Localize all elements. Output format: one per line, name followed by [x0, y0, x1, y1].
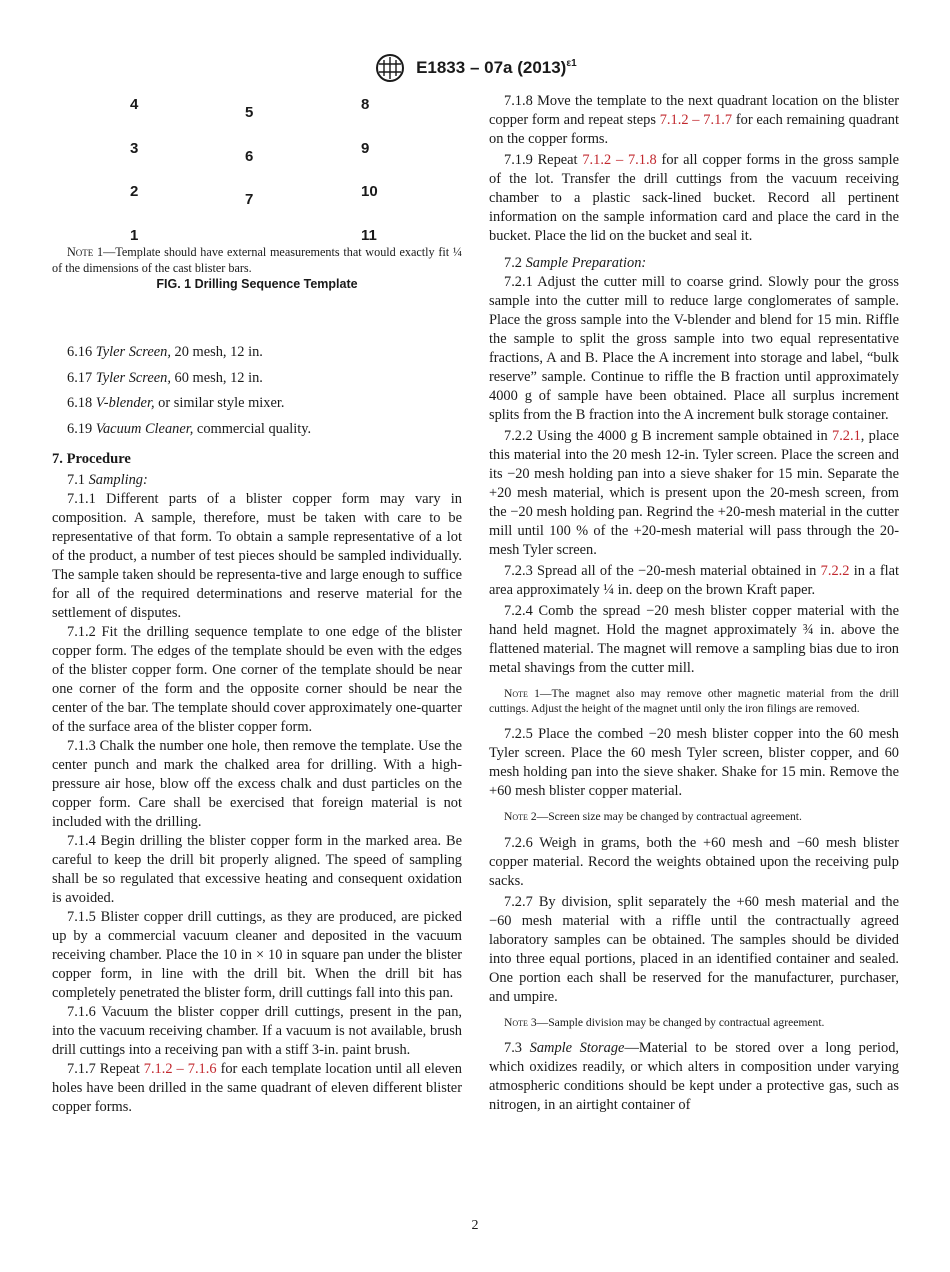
subsection-heading: 7.2 Sample Preparation: — [504, 255, 647, 271]
cross-reference-link[interactable]: 7.1.2 – 7.1.8 — [582, 152, 657, 168]
paragraph-7-1-4: 7.1.4 Begin drilling the blister copper form in the marked area. Be careful to keep the drill bit properly aligned. The speed of sampling shall be so regulated that excessive heating and consequent oxidation is avoided. — [52, 832, 462, 906]
hole-number: 8 — [361, 96, 370, 113]
paragraph-7-1-2: 7.1.2 Fit the drilling sequence template to one edge of the blister copper form. The edges of the template should be even with the edges of the blister copper form. One corner of the template should be near one corner of the form and the opposite corner should be near the center of the bar. The template should cover approximately one-quarter of the surface area of the blister copper form. — [52, 623, 462, 735]
standard-designation: E1833 – 07a (2013) — [416, 58, 567, 77]
hole-number: 7 — [245, 191, 254, 208]
paragraph-7-1-6: 7.1.6 Vacuum the blister copper drill cuttings, present in the pan, into the vacuum receiving chamber. If a vacuum is not available, brush drill cuttings into a receiving pan with a stiff 3-in. paint brush. — [52, 1003, 462, 1058]
cross-reference-link[interactable]: 7.2.2 — [820, 563, 850, 579]
astm-logo-icon — [373, 53, 407, 83]
note-1: Note 1—The magnet also may remove other magnetic material from the drill cuttings. Adjust the height of the magnet until only the iron filings are removed. — [489, 687, 899, 715]
paragraph-7-1-3: 7.1.3 Chalk the number one hole, then remove the template. Use the center punch and mark the chalked area for drilling. With a high-pressure air hose, blow off the excess chalk and dust particles on the copper form. Care shall be exercised that foreign material is not included with the drilling. — [52, 737, 462, 830]
hole-number: 6 — [245, 148, 254, 165]
hole-number: 5 — [245, 104, 254, 121]
equipment-list — [52, 343, 462, 439]
paragraph-7-2-6: 7.2.6 Weigh in grams, both the +60 mesh and −60 mesh blister copper material. Record the weights obtained upon the receiving pulp sacks. — [489, 834, 899, 889]
hole-number: 9 — [361, 140, 370, 157]
note-2: Note 2—Screen size may be changed by contractual agreement. — [504, 810, 802, 823]
note-3: Note 3—Sample division may be changed by contractual agreement. — [504, 1015, 825, 1029]
paragraph-7-2-2: 7.2.2 Using the 4000 g B increment sample obtained in 7.2.1, place this material into the 20 mesh 12-in. Tyler screen. Place the screen and its −20 mesh holding pan into a sieve shaker for 15 min. Separate the +20 mesh material, which is present upon the 20-mesh screen, from the −20 mesh holding pan. Regrind the +20-mesh material in the cutter mill until 100 % of the +20-mesh material will pass through the 20-mesh Tyler screen. — [489, 428, 899, 558]
drilling-template-figure — [52, 92, 462, 277]
subsection-heading: 7.1 Sampling: — [67, 471, 148, 488]
right-column — [489, 92, 899, 1115]
cross-reference-link[interactable]: 7.1.2 – 7.1.7 — [659, 112, 733, 128]
paragraph-7-1-1: 7.1.1 Different parts of a blister copper form may vary in composition. A sample, therefore, must be taken with care to be representative of that form. To obtain a sample representative of a lot of the product, a number of test pieces should be sampled individually. The sample taken should be representa-tive and large enough to suffice for all of the required determinations and reserve material for the settlement of disputes. — [52, 490, 462, 621]
section-heading: 7. Procedure — [52, 450, 131, 467]
paragraph-7-2-3: 7.2.3 Spread all of the −20-mesh material obtained in 7.2.2 in a flat area approximately ¼ in. deep on the brown Kraft paper. — [489, 563, 899, 598]
paragraph-7-3: 7.3 Sample Storage—Material to be stored over a long period, which oxidizes readily, or which alters in composition under varying atmospheric conditions should be kept under a protective gas, such as nitrogen, in an airtight container of — [489, 1040, 899, 1113]
paragraph-7-2-5: 7.2.5 Place the combed −20 mesh blister copper into the 60 mesh Tyler screen. Place the 60 mesh Tyler screen, blister copper, and 60 mesh holding pan into the sieve shaker. Shake for 15 min. Remove the +60 mesh blister copper material. — [489, 726, 899, 799]
note-text: 1—Template should have external measurements that would exactly fit ¼ of the dimensions of the cast blister bars. — [52, 245, 462, 275]
figure-caption: FIG. 1 Drilling Sequence Template — [156, 277, 358, 291]
hole-number: 4 — [130, 96, 139, 113]
cross-reference-link[interactable]: 7.1.2 – 7.1.6 — [143, 1060, 217, 1077]
hole-number: 2 — [130, 183, 139, 200]
paragraph-7-2-4: 7.2.4 Comb the spread −20 mesh blister copper material with the hand held magnet. Hold the magnet approximately ¾ in. above the flattened material. The magnet will remove a sampling bias due to iron metal shavings from the cutter mill. — [489, 603, 899, 676]
hole-number: 11 — [361, 227, 377, 244]
paragraph-7-1-7: 7.1.7 Repeat 7.1.2 – 7.1.6 for each template location until all eleven holes have been drilled in the same quadrant of eleven different blister copper forms. — [52, 1060, 463, 1115]
equipment-item: 6.19 Vacuum Cleaner, commercial quality. — [67, 420, 312, 437]
note-label: Note — [67, 245, 94, 259]
epsilon-mark: ε1 — [566, 57, 577, 69]
paragraph-7-2-1: 7.2.1 Adjust the cutter mill to coarse grind. Slowly pour the gross sample into the cutter mill to reduce large conglomerates of sample. Place the gross sample into the V-blender and blend for 15 min. Riffle the sample to split the gross sample into two equal representative fractions, A and B. Place the A increment into storage and label, “bulk reserve” sample. Continue to riffle the B fraction until approximately 4000 g of sample have been obtained. Place all surplus increment splits from the B fraction into the A increment bulk storage container. — [489, 274, 899, 423]
page-number: 2 — [471, 1218, 479, 1233]
hole-number: 1 — [130, 227, 139, 244]
equipment-item: 6.18 V-blender, or similar style mixer. — [67, 395, 285, 411]
paragraph-7-2-7: 7.2.7 By division, split separately the +60 mesh material and the −60 mesh material with a riffle until the contractually agreed laboratory samples can be obtained. The samples should be divided into three equal portions, placed in an identified container and sealed. One portion each shall be reserved for the manufacturer, purchaser, and umpire. — [489, 893, 899, 1005]
paragraph-7-1-5: 7.1.5 Blister copper drill cuttings, as they are produced, are picked up by a commercial vacuum cleaner and deposited in the vacuum receiving chamber. Place the 10 in × 10 in square pan under the blister copper form, in line with the drill bit. When the drill bit has completely penetrated the blister form, drill cuttings fall into this pan. — [52, 908, 462, 1001]
paragraph-7-1-8: 7.1.8 Move the template to the next quadrant location on the blister copper form and repeat steps 7.1.2 – 7.1.7 for each remaining quadrant on the copper forms. — [489, 93, 900, 147]
equipment-item: 6.17 Tyler Screen, 60 mesh, 12 in. — [67, 369, 263, 386]
page-header — [0, 53, 950, 83]
hole-number: 10 — [361, 183, 378, 200]
hole-number: 3 — [130, 140, 139, 157]
paragraph-7-1-9: 7.1.9 Repeat 7.1.2 – 7.1.8 for all copper forms in the gross sample of the lot. Transfer the drill cuttings from the vacuum receiving chamber to a plastic sack-lined bucket. Record all pertinent information on the sample information card and place the card in the bucket. Place the lid on the bucket and seal it. — [489, 152, 900, 244]
cross-reference-link[interactable]: 7.2.1 — [832, 428, 861, 444]
equipment-item: 6.16 Tyler Screen, 20 mesh, 12 in. — [67, 344, 263, 360]
left-column — [52, 92, 462, 1117]
